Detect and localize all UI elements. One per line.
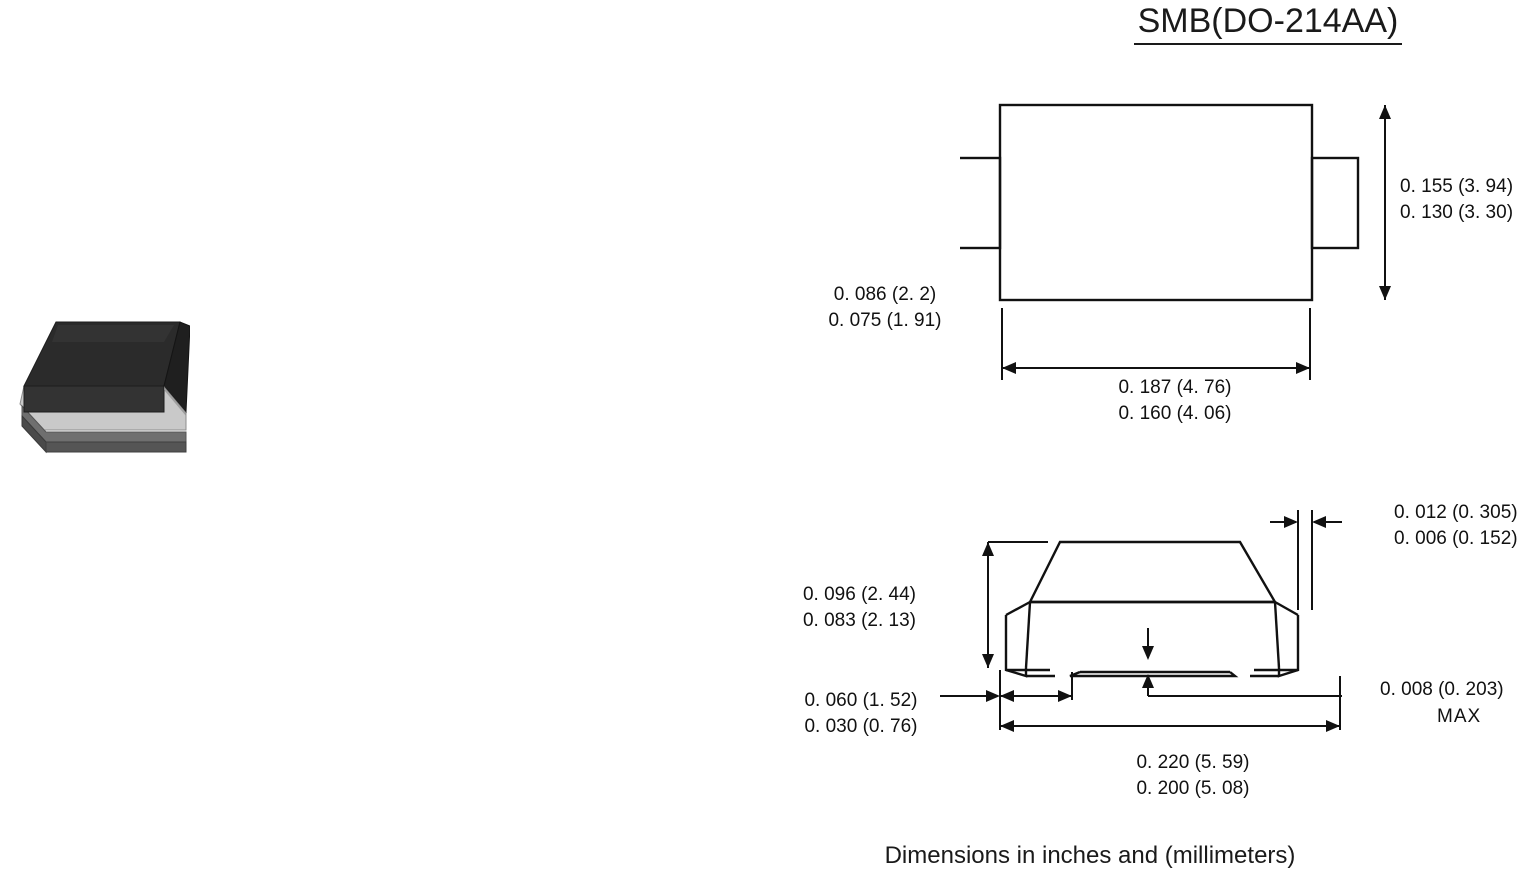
side-view-drawing (930, 500, 1410, 790)
dim-body-length-min: 0. 160 (4. 06) (1118, 403, 1232, 425)
dim-lead-length-min: 0. 030 (0. 76) (804, 716, 918, 738)
dim-lead-thickness-min: 0. 006 (0. 152) (1394, 528, 1518, 550)
dim-lead-length-max: 0. 060 (1. 52) (804, 690, 918, 711)
dim-body-thickness-min: 0. 083 (2. 13) (802, 610, 917, 632)
dim-lead-thickness-max: 0. 012 (0. 305) (1394, 502, 1518, 523)
package-photo-svg (14, 312, 190, 460)
dim-terminal-width-max: 0. 086 (2. 2) (833, 284, 937, 305)
dim-body-thickness (782, 582, 937, 635)
dim-standoff-qualifier: MAX (1437, 706, 1482, 727)
title-underline (1134, 43, 1402, 45)
dim-terminal-width-min: 0. 075 (1. 91) (828, 310, 942, 332)
dim-body-thickness-max: 0. 096 (2. 44) (802, 584, 917, 605)
dim-terminal-width (810, 282, 960, 335)
dim-lead-thickness (1392, 500, 1540, 553)
dim-body-height (1398, 174, 1540, 227)
drawing-caption: Dimensions in inches and (millimeters) (884, 842, 1296, 869)
dim-overall-length-max: 0. 220 (5. 59) (1136, 752, 1250, 773)
dim-overall-length-min: 0. 200 (5. 08) (1136, 778, 1250, 800)
dim-body-height-min: 0. 130 (3. 30) (1400, 202, 1514, 224)
dim-body-length-max: 0. 187 (4. 76) (1118, 377, 1232, 398)
package-photo (14, 312, 190, 460)
dim-lead-length (786, 688, 936, 741)
dim-standoff-value: 0. 008 (0. 203) (1380, 679, 1504, 700)
dim-overall-length (1118, 750, 1268, 803)
page-title: SMB(DO-214AA) (1137, 2, 1399, 40)
dim-body-length (1100, 375, 1250, 428)
dim-body-height-max: 0. 155 (3. 94) (1400, 176, 1514, 197)
